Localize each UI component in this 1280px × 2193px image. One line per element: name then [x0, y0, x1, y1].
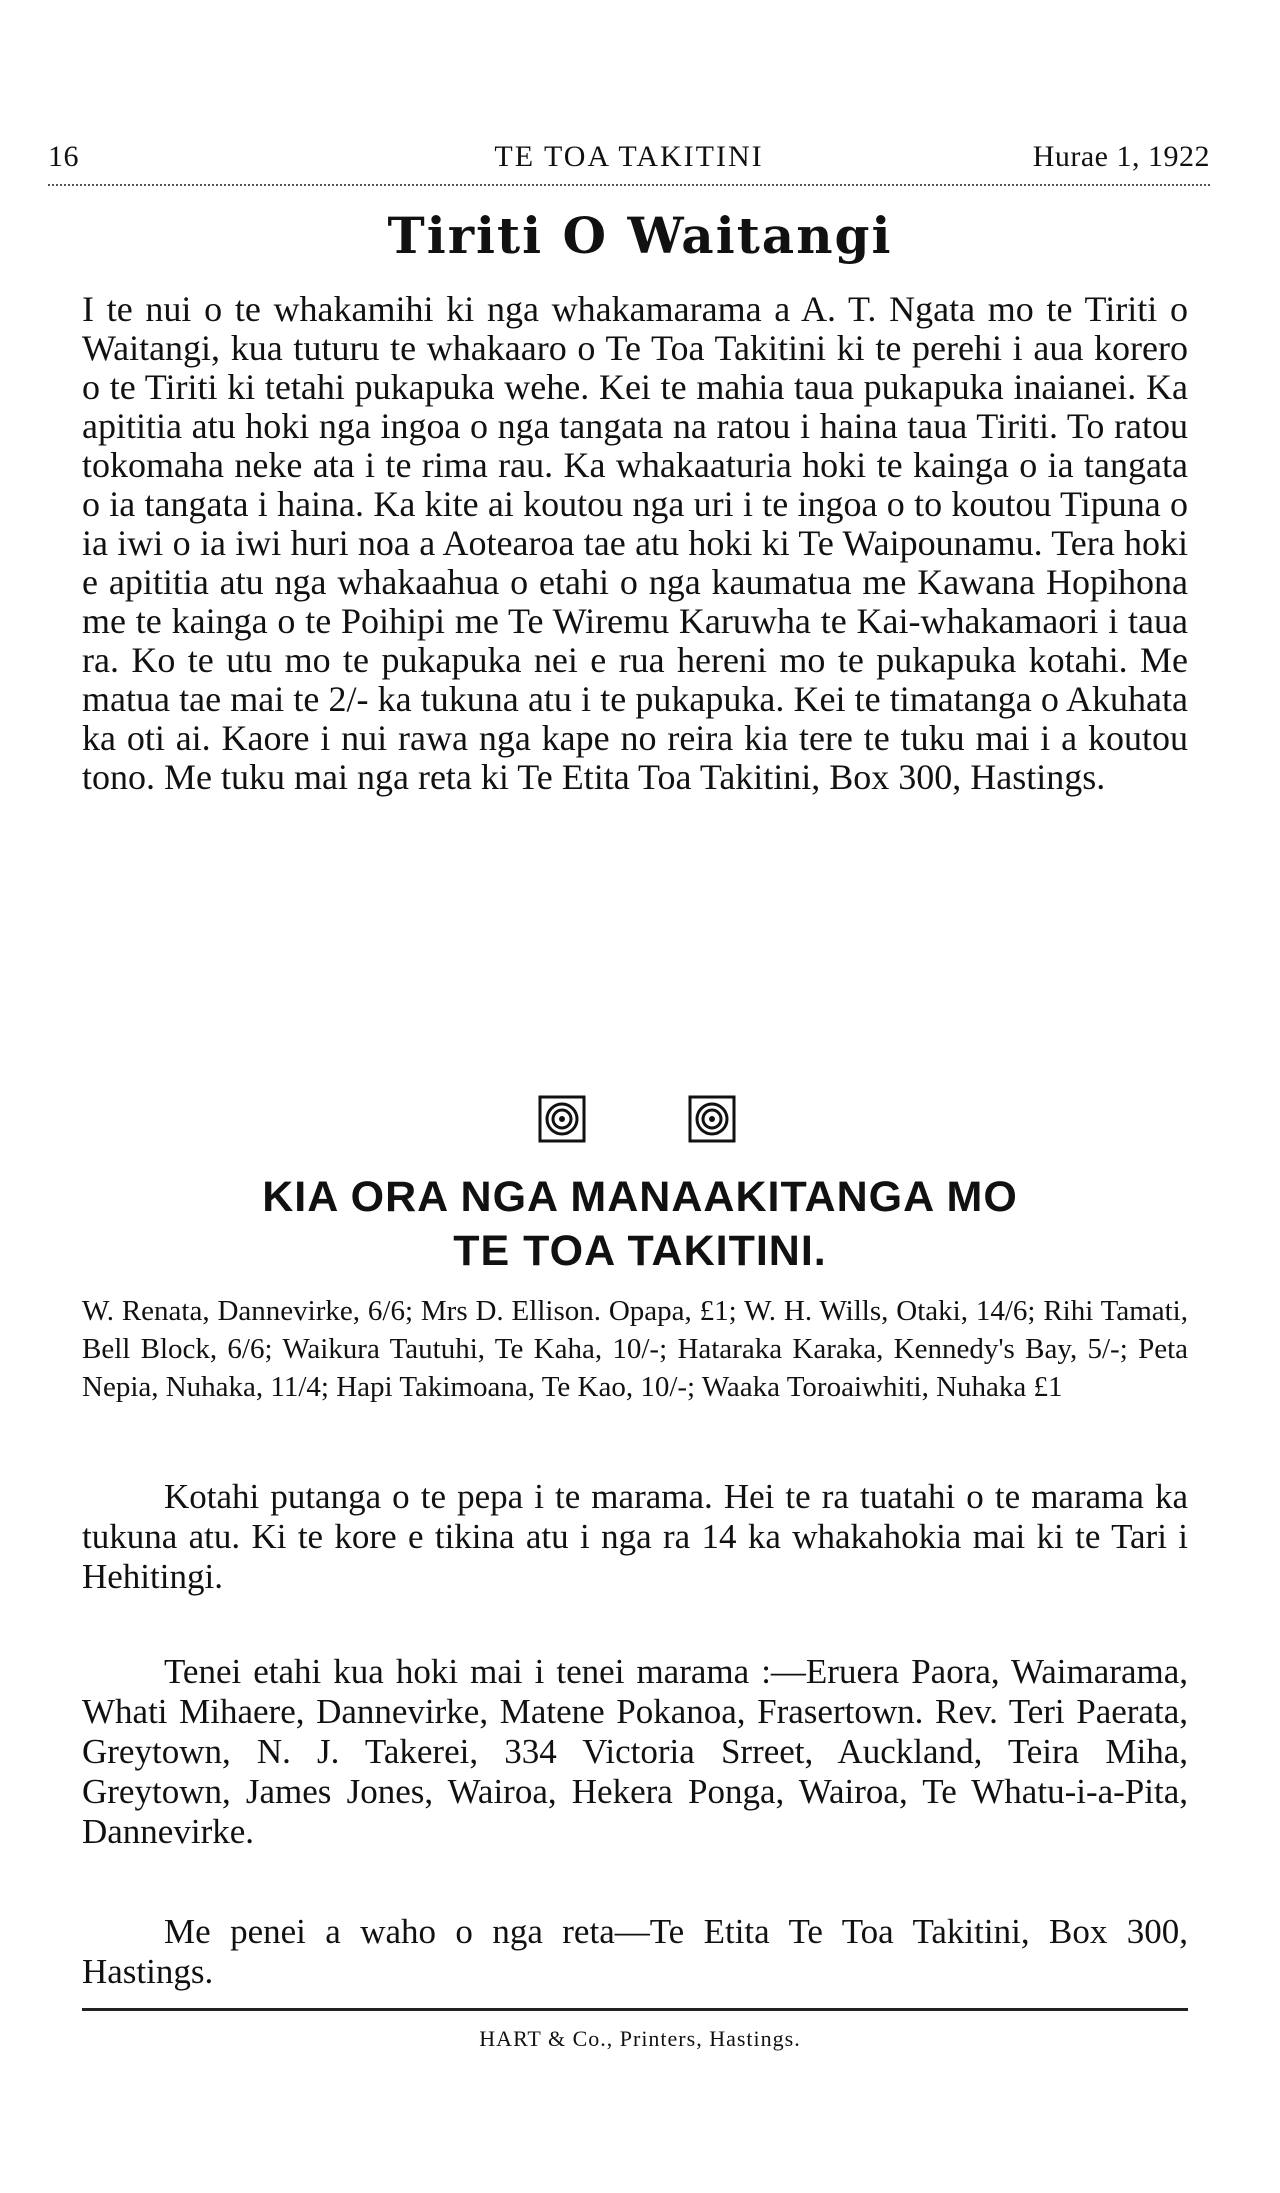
header-rule [48, 184, 1210, 186]
journal-title: TE TOA TAKITINI [494, 140, 764, 173]
issue-date: Hurae 1, 1922 [1032, 140, 1210, 173]
thanks-heading-line1: KIA ORA NGA MANAAKITANGA MO [262, 1173, 1018, 1221]
address-notice: Me penei a waho o nga reta—Te Etita Te Toa Takitini, Box 300, Hastings. [82, 1912, 1188, 1991]
returned-list: Tenei etahi kua hoki mai i tenei marama :—Eruera Paora, Waimarama, Whati Mihaere, Dannevirke, Matene Pokanoa, Frasertown. Rev. Teri Paerata, Greytown, N. J. Takerei, 334 Victoria Srreet, Auckland, Teira Miha, Greytown, James Jones, Wairoa, Hekera Ponga, Wairoa, Te Whatu-i-a-Pita, Dannevirke. [82, 1652, 1188, 1851]
printer-imprint: HART & Co., Printers, Hastings. [479, 2026, 801, 2051]
running-head [48, 140, 1210, 186]
thanks-heading-line2: TE TOA TAKITINI. [453, 1227, 827, 1275]
footer-rule [82, 2008, 1188, 2011]
thanks-heading [0, 1170, 1280, 1278]
spiral-ornament-icon [688, 1095, 736, 1143]
article-body: I te nui o te whakamihi ki nga whakamarama a A. T. Ngata mo te Tiriti o Waitangi, kua tuturu te whakaaro o Te Toa Takitini ki te perehi i aua korero o te Tiriti ki tetahi pukapuka wehe. Kei te mahia taua pukapuka inaianei. Ka apititia atu hoki nga ingoa o nga tangata na ratou i haina taua Tiriti. To ratou tokomaha neke ata i te rima rau. Ka whakaaturia hoki te kainga o ia tangata o ia tangata i haina. Ka kite ai koutou nga uri i te ingoa o to koutou Tipuna o ia iwi o ia iwi huri noa a Aotearoa tae atu hoki ki Te Waipounamu. Tera hoki e apititia atu nga whakaahua o etahi o nga kaumatua me Kawana Hopihona me te kainga o te Poihipi me Te Wiremu Karuwha te Kai-whakamaori i taua ra. Ko te utu mo te pukapuka nei e rua hereni mo te pukapuka kotahi. Me matua tae mai te 2/- ka tukuna atu i te pukapuka. Kei te timatanga o Akuhata ka oti ai. Kaore i nui rawa nga kape no reira kia tere te tuku mai i a koutou tono. Me tuku mai nga reta ki Te Etita Toa Takitini, Box 300, Hastings. [82, 289, 1188, 797]
donor-list: W. Renata, Dannevirke, 6/6; Mrs D. Ellison. Opapa, £1; W. H. Wills, Otaki, 14/6; Rihi Tamati, Bell Block, 6/6; Waikura Tautuhi, Te Kaha, 10/-; Hataraka Karaka, Kennedy's Bay, 5/-; Peta Nepia, Nuhaka, 11/4; Hapi Takimoana, Te Kao, 10/-; Waaka Toroaiwhiti, Nuhaka £1 [82, 1295, 1188, 1403]
spiral-ornament-icon [538, 1095, 586, 1143]
page-number: 16 [48, 140, 79, 173]
ornament-divider [0, 1095, 1280, 1155]
article-title: Tiriti O Waitangi [387, 206, 893, 265]
publication-notice: Kotahi putanga o te pepa i te marama. Hei te ra tuatahi o te marama ka tukuna atu. Ki te kore e tikina atu i nga ra 14 ka whakahokia mai ki te Tari i Hehitingi. [82, 1477, 1188, 1596]
